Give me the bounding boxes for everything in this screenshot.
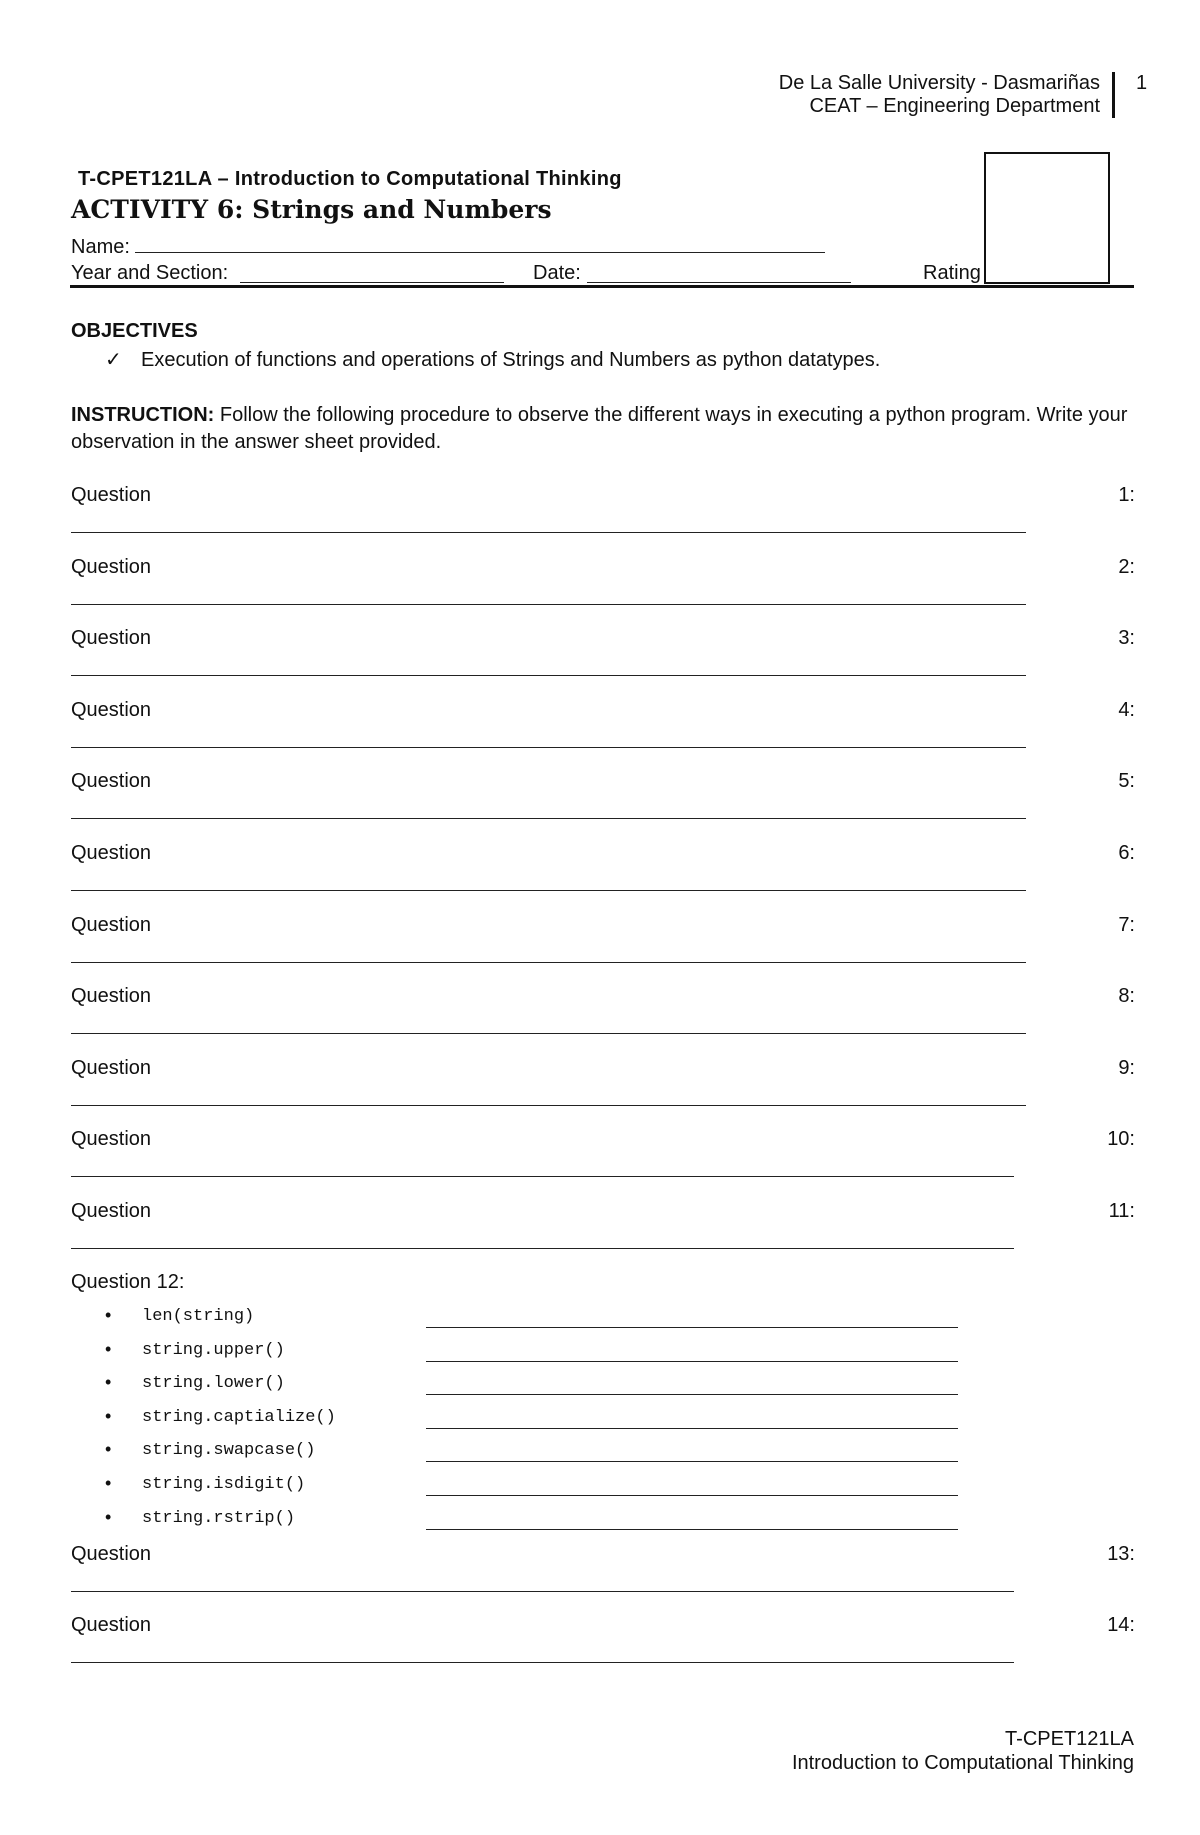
question-number: 1: <box>1118 484 1135 506</box>
question-word: Question <box>71 985 152 1008</box>
page-footer <box>792 1727 1134 1775</box>
question-word: Question <box>71 913 152 936</box>
answer-line[interactable] <box>71 890 1026 891</box>
function-answer-line[interactable] <box>426 1495 958 1496</box>
question-row <box>71 1614 1135 1638</box>
bullet-icon: • <box>105 1439 112 1460</box>
name-label: Name: <box>71 236 130 258</box>
question-number: 14: <box>1107 1614 1135 1636</box>
question-row <box>71 627 1135 651</box>
footer-course-name: Introduction to Computational Thinking <box>791 1752 1134 1774</box>
question-number: 10: <box>1107 1128 1135 1151</box>
bullet-icon: • <box>105 1338 112 1359</box>
question-word: Question <box>71 1543 152 1565</box>
answer-line[interactable] <box>71 1248 1014 1249</box>
question-word: Question <box>71 1056 152 1079</box>
question-number: 5: <box>1118 770 1135 793</box>
answer-line[interactable] <box>71 747 1026 748</box>
year-section-label: Year and Section: <box>71 262 229 284</box>
function-answer-line[interactable] <box>426 1361 958 1362</box>
answer-line[interactable] <box>71 818 1026 819</box>
university-header <box>779 72 1115 118</box>
header-divider <box>70 285 1134 288</box>
question-word: Question <box>71 1128 152 1151</box>
question-word: Question <box>71 1614 152 1636</box>
activity-title: ACTIVITY 6: Strings and Numbers <box>71 195 552 224</box>
footer-code: T-CPET121LA <box>1005 1728 1134 1750</box>
rating-label: Rating <box>923 262 981 284</box>
question-word: Question <box>71 627 152 650</box>
answer-line[interactable] <box>71 1591 1014 1592</box>
instruction-paragraph <box>71 402 1135 456</box>
question-number: 4: <box>1118 698 1135 721</box>
bullet-icon: • <box>105 1506 112 1527</box>
function-name: string.rstrip() <box>142 1508 296 1528</box>
question-number: 8: <box>1118 985 1135 1008</box>
question-number: 3: <box>1118 627 1135 650</box>
question-row <box>71 985 1135 1009</box>
answer-line[interactable] <box>71 1662 1014 1663</box>
answer-line[interactable] <box>71 1176 1014 1177</box>
function-name: string.captialize() <box>142 1407 336 1427</box>
answer-line[interactable] <box>71 532 1026 533</box>
answer-line[interactable] <box>71 1105 1026 1106</box>
function-name: string.upper() <box>142 1340 285 1360</box>
answer-line[interactable] <box>71 962 1026 963</box>
question-word: Question <box>71 1200 152 1222</box>
question-row <box>71 1200 1135 1224</box>
function-name: string.lower() <box>142 1374 285 1394</box>
question-word: Question <box>71 698 152 721</box>
objective-text: Execution of functions and operations of Strings and Numbers as python datatypes. <box>141 349 881 371</box>
question-number: 11: <box>1108 1200 1135 1222</box>
question-number: 6: <box>1118 842 1135 864</box>
objective-item <box>105 347 880 372</box>
function-name: string.isdigit() <box>142 1475 306 1494</box>
function-answer-line[interactable] <box>426 1327 958 1328</box>
function-answer-line[interactable] <box>426 1394 958 1395</box>
answer-line[interactable] <box>71 604 1026 605</box>
function-answer-line[interactable] <box>426 1461 958 1462</box>
instruction-text: Follow the following procedure to observe the different ways in executing a python program. Write your observation in the answer sheet provided. <box>71 404 1128 453</box>
question-row <box>71 1057 1135 1081</box>
bullet-icon: • <box>105 1305 112 1325</box>
course-title: T-CPET121LA – Introduction to Computational Thinking <box>78 168 622 190</box>
question-row <box>71 1128 1135 1152</box>
question-row <box>71 842 1135 866</box>
year-section-blank[interactable] <box>240 264 504 283</box>
question-number: 9: <box>1118 1056 1135 1079</box>
function-name: len(string) <box>142 1307 255 1326</box>
question-number: 7: <box>1118 913 1135 936</box>
question-word: Question <box>71 555 152 578</box>
function-name: string.swapcase() <box>142 1441 316 1461</box>
function-answer-line[interactable] <box>426 1428 958 1429</box>
date-label: Date: <box>533 262 581 284</box>
checkmark-icon: ✓ <box>105 349 122 371</box>
answer-line[interactable] <box>71 1033 1026 1034</box>
question-row <box>71 556 1135 580</box>
rating-box[interactable] <box>984 152 1110 284</box>
question-word: Question <box>71 484 152 506</box>
name-field-row <box>71 234 825 259</box>
question-number: 13: <box>1107 1543 1135 1565</box>
question-12-label: Question 12: <box>71 1271 185 1293</box>
question-row <box>71 1543 1135 1567</box>
question-word: Question <box>71 770 152 793</box>
bullet-icon: • <box>105 1372 112 1393</box>
objectives-heading: OBJECTIVES <box>71 320 198 342</box>
question-number: 2: <box>1118 555 1135 578</box>
instruction-label: INSTRUCTION: <box>71 404 215 426</box>
bullet-icon: • <box>105 1405 112 1426</box>
question-word: Question <box>71 842 152 864</box>
answer-line[interactable] <box>71 675 1026 676</box>
function-answer-line[interactable] <box>426 1529 958 1530</box>
bullet-icon: • <box>105 1473 112 1493</box>
question-row <box>71 770 1135 794</box>
department-name: CEAT – Engineering Department <box>809 95 1100 117</box>
date-blank[interactable] <box>587 264 851 283</box>
page-number: 1 <box>1136 72 1148 94</box>
university-name: De La Salle University - Dasmariñas <box>778 72 1100 94</box>
question-row <box>71 699 1135 723</box>
name-blank[interactable] <box>135 234 825 253</box>
question-row <box>71 484 1135 508</box>
question-row <box>71 914 1135 938</box>
